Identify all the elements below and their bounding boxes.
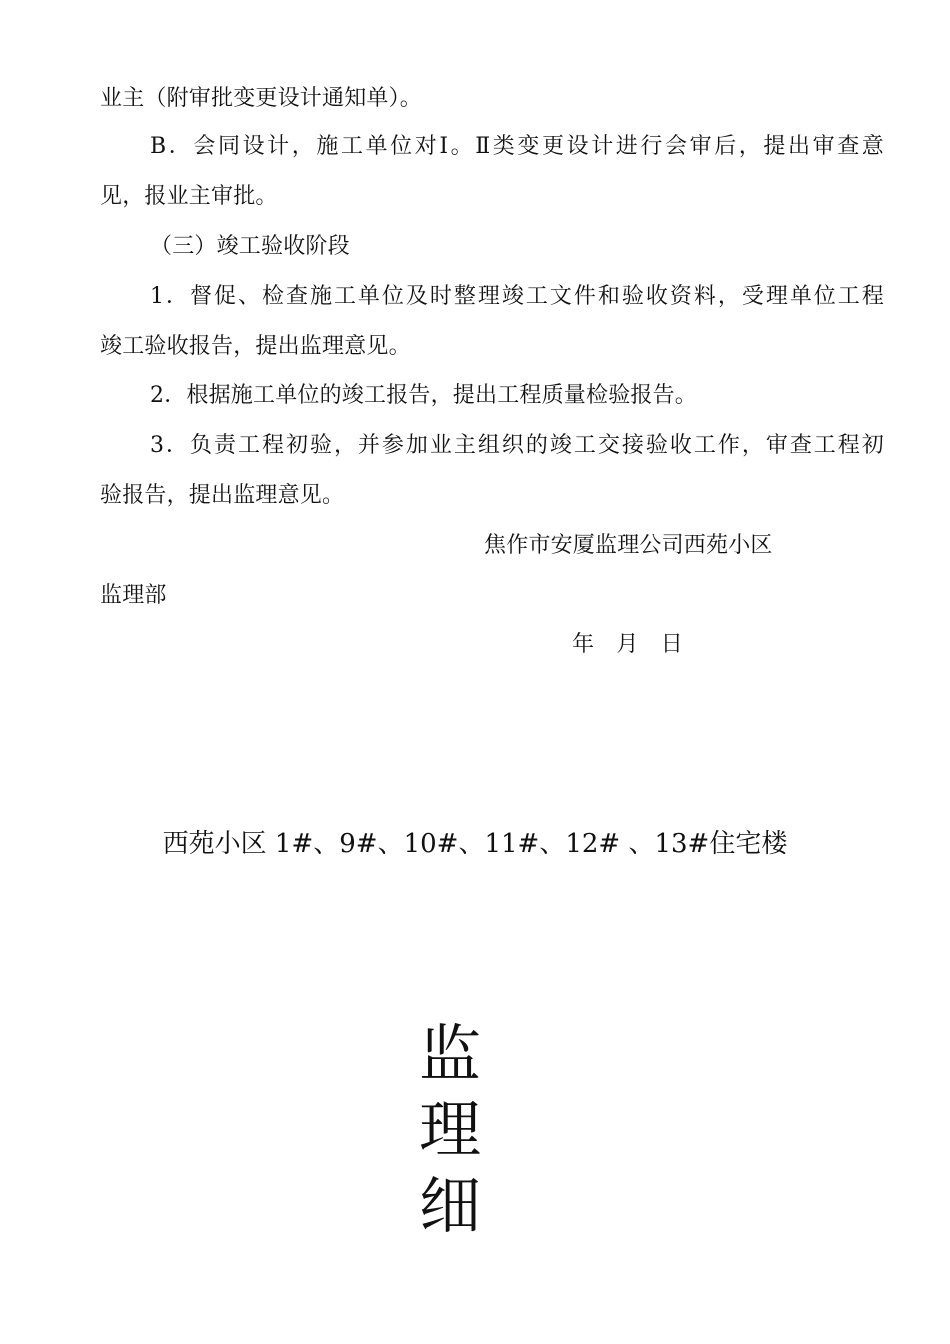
signature-org-line2: 监理部 xyxy=(100,583,167,608)
body-line-6: 竣工验收报告，提出监理意见。 xyxy=(100,334,411,359)
signature-date: 年 月 日 xyxy=(572,632,684,657)
signature-org-line1: 焦作市安厦监理公司西苑小区 xyxy=(484,533,773,558)
body-line-3: 见，报业主审批。 xyxy=(100,184,278,209)
body-line-7: 2．根据施工单位的竣工报告，提出工程质量检验报告。 xyxy=(150,383,697,408)
section-heading: （三）竣工验收阶段 xyxy=(150,234,350,259)
cover-big-title-char-1: 监 xyxy=(418,1017,481,1090)
body-line-8: 3．负责工程初验，并参加业主组织的竣工交接验收工作，审查工程初 xyxy=(150,433,884,458)
cover-big-title-char-3: 细 xyxy=(418,1169,481,1242)
body-line-9: 验报告，提出监理意见。 xyxy=(100,483,345,508)
body-line-5: 1．督促、检查施工单位及时整理竣工文件和验收资料，受理单位工程 xyxy=(150,284,884,309)
cover-big-title-char-2: 理 xyxy=(418,1093,481,1166)
cover-project-title: 西苑小区 1#、9#、10#、11#、12# 、13#住宅楼 xyxy=(162,829,788,859)
body-line-1: 业主（附审批变更设计通知单）。 xyxy=(100,86,423,111)
body-line-2: B．会同设计，施工单位对Ⅰ。Ⅱ类变更设计进行会审后，提出审查意 xyxy=(150,134,884,159)
